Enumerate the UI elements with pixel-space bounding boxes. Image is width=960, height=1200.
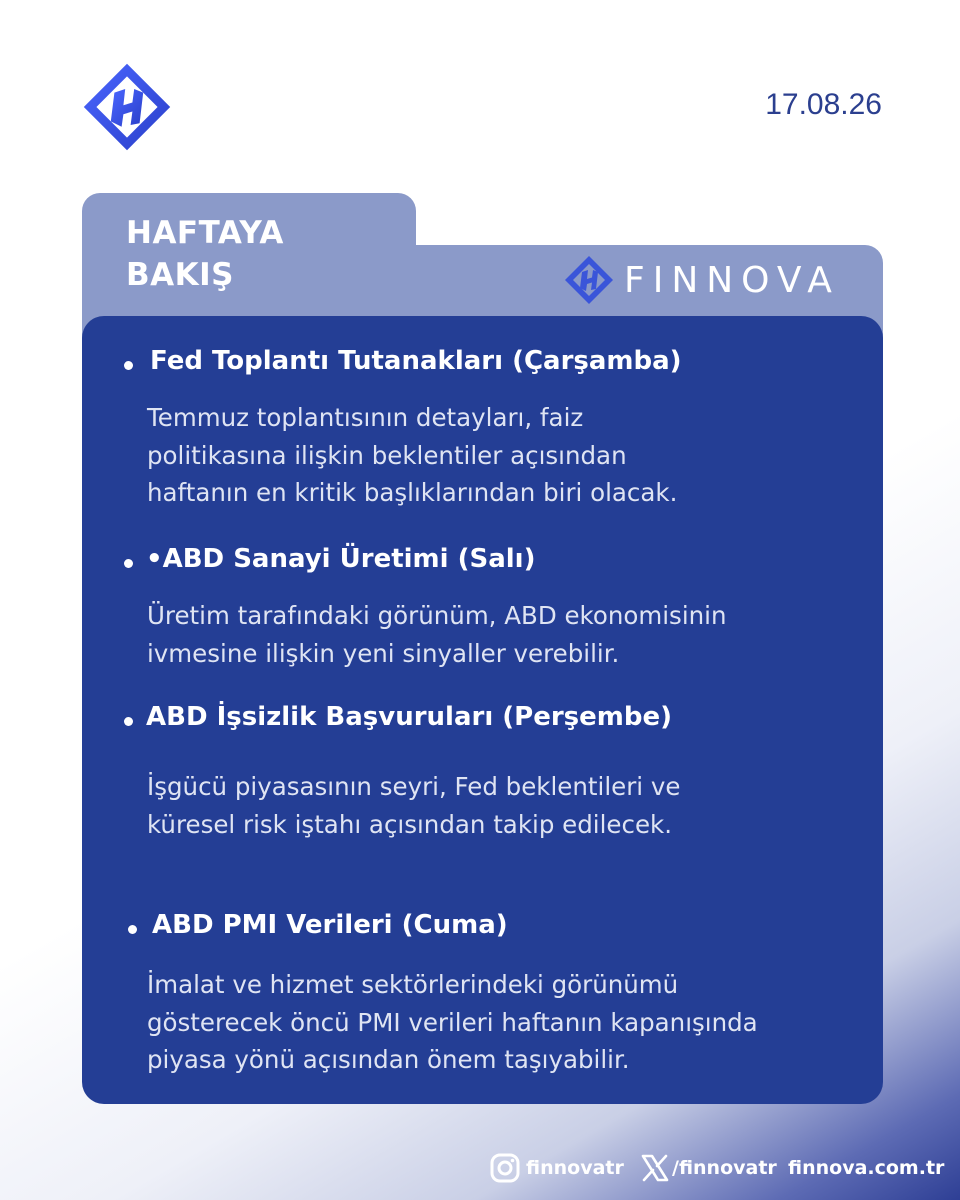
bullet-icon: [128, 925, 137, 934]
website-url: finnova.com.tr: [788, 1157, 945, 1179]
item-description: İmalat ve hizmet sektörlerindeki görünümü gösterecek öncü PMI verileri haftanın kapanışında piyasa yönü açısından önem taşıyabilir.: [147, 970, 758, 1074]
item-description: Temmuz toplantısının detayları, faiz politikasına ilişkin beklentiler açısından haftanın en kritik başlıklarından biri olacak.: [147, 403, 678, 507]
item-description: Üretim tarafındaki görünüm, ABD ekonomisinin ivmesine ilişkin yeni sinyaller verebilir.: [147, 601, 727, 668]
instagram-handle: finnovatr: [526, 1157, 624, 1179]
x-handle: /finnovatr: [672, 1157, 777, 1179]
x-link[interactable]: [640, 1150, 777, 1186]
brand-mark-icon: [564, 255, 614, 305]
item-description: İşgücü piyasasının seyri, Fed beklentileri ve küresel risk iştahı açısından takip edilecek.: [147, 772, 681, 839]
website-link[interactable]: [788, 1150, 944, 1186]
bullet-icon: [124, 559, 133, 568]
brand-logo: [564, 255, 840, 305]
x-icon: [640, 1153, 670, 1183]
section-title-text: HAFTAYA BAKIŞ: [126, 215, 284, 293]
bullet-icon: [124, 361, 133, 370]
section-title: [126, 212, 386, 296]
item-title: ABD PMI Verileri (Cuma): [152, 910, 508, 940]
finnova-logo-icon: [82, 62, 172, 152]
instagram-icon: [490, 1153, 520, 1183]
instagram-link[interactable]: [490, 1150, 624, 1186]
item-title: Fed Toplantı Tutanakları (Çarşamba): [150, 346, 682, 376]
item-title: •ABD Sanayi Üretimi (Salı): [146, 544, 536, 574]
item-title: ABD İşsizlik Başvuruları (Perşembe): [146, 702, 673, 732]
bullet-icon: [124, 717, 133, 726]
date-label: 17.08.26: [765, 88, 882, 121]
brand-wordmark: FINNOVA: [624, 259, 840, 301]
